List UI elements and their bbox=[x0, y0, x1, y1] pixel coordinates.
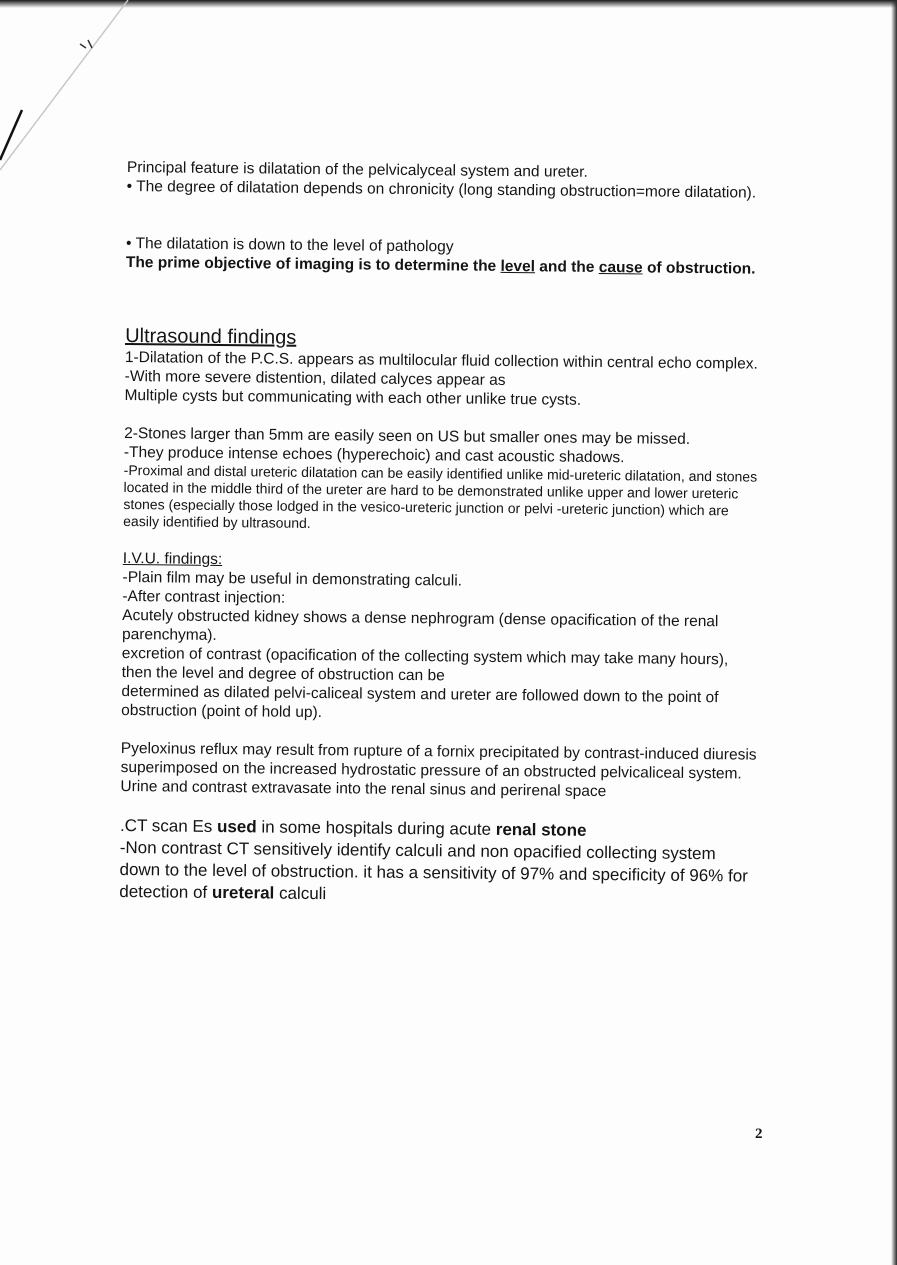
us-paragraph-pcs: 1-Dilatation of the P.C.S. appears as multilocular fluid collection within central echo complex. bbox=[124, 348, 758, 373]
ivu-heading: I.V.U. findings: bbox=[122, 549, 223, 569]
ct-bold-renal-stone: renal stone bbox=[495, 819, 587, 840]
ct-line-sensitivity bbox=[119, 837, 760, 910]
ct-bold-used: used bbox=[216, 816, 257, 837]
intro-bullet-chronicity: • The degree of dilatation depends on chronicity (long standing obstruction=more dilatation). bbox=[126, 177, 757, 202]
ivu-paragraph-determined: determined as dilated pelvi-caliceal system and ureter are followed down to the point of obstruction (point of hold up). bbox=[121, 682, 719, 722]
ivu-paragraph-contrast: -After contrast injection: bbox=[122, 587, 286, 607]
objective-level: level bbox=[500, 257, 536, 276]
page-fold-mark bbox=[0, 0, 140, 180]
ivu-paragraph-pyeloxinus: Pyeloxinus reflux may result from rupture of a fornix precipitated by contrast-induced diuresis superimposed on the increased hydrostatic pressure of an obstructed pelvicaliceal system. Urine and contrast extravasate into the renal sinus and perirenal space bbox=[120, 739, 757, 801]
intro-bullet-level: • The dilatation is down to the level of pathology bbox=[126, 234, 454, 256]
page-number: 2 bbox=[755, 1126, 763, 1142]
ivu-paragraph-plain-film: -Plain film may be useful in demonstrating calculi. bbox=[122, 568, 463, 590]
ct-text: -Non contrast CT sensitively identify calculi and non opacified collecting system down to the level of obstruction. it has a sensitivity of 97% and specificity of 96% for detection of bbox=[119, 837, 749, 902]
ct-text: .CT scan Es bbox=[119, 815, 218, 836]
us-paragraph-distention: -With more severe distention, dilated calyces appear as bbox=[124, 367, 506, 389]
ultrasound-heading: Ultrasound findings bbox=[125, 324, 297, 349]
ivu-paragraph-nephrogram: Acutely obstructed kidney shows a dense nephrogram (dense opacification of the renal parenchyma). bbox=[121, 606, 719, 644]
objective-text: and the bbox=[534, 258, 599, 276]
us-paragraph-cysts: Multiple cysts but communicating with each other unlike true cysts. bbox=[124, 386, 582, 409]
document-body bbox=[119, 158, 767, 910]
ivu-paragraph-level: then the level and degree of obstruction can be bbox=[121, 663, 445, 685]
objective-text: of obstruction. bbox=[642, 259, 756, 278]
us-paragraph-echoes: -They produce intense echoes (hyperechoic) and cast acoustic shadows. bbox=[123, 443, 625, 467]
ivu-paragraph-excretion: excretion of contrast (opacification of the collecting system which may take many hours), bbox=[121, 644, 729, 669]
scan-right-edge bbox=[891, 0, 897, 1265]
objective-cause: cause bbox=[598, 258, 643, 277]
us-paragraph-stones: 2-Stones larger than 5mm are easily seen on US but smaller ones may be missed. bbox=[124, 424, 691, 448]
ct-bold-ureteral: ureteral bbox=[211, 882, 275, 903]
intro-line: Principal feature is dilatation of the pelvicalyceal system and ureter. bbox=[126, 158, 588, 181]
us-paragraph-ureteric: -Proximal and distal ureteric dilatation can be easily identified unlike mid-ureteric dilatation, and stones located in the middle third of the ureter are hard to be demonstrated unlike upper and lower ureteric stones (especially those lodged in the vesico-ureteric junction or pelvi -ureteric junction) which are easily identified by ultrasound. bbox=[123, 461, 758, 531]
ct-text: calculi bbox=[274, 883, 327, 904]
ct-text: in some hospitals during acute bbox=[256, 817, 496, 839]
objective-text: The prime objective of imaging is to determine the bbox=[125, 253, 501, 275]
